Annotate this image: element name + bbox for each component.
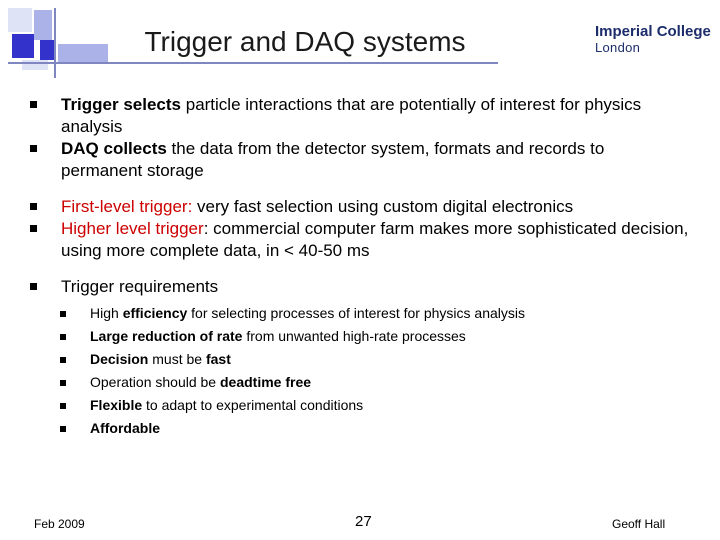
sub-bullet-marker xyxy=(60,334,66,340)
sub-bold: Decision xyxy=(90,351,149,367)
sub-bullet-rate-reduction xyxy=(60,325,690,348)
page-title: Trigger and DAQ systems xyxy=(144,26,466,57)
sub-bold: Affordable xyxy=(90,420,160,436)
bullet-text: very fast selection using custom digital electronics xyxy=(192,197,574,216)
deco-square xyxy=(12,34,34,58)
sub-text: to adapt to experimental conditions xyxy=(142,397,364,413)
sub-text: High xyxy=(90,305,123,321)
bullet-bold: Trigger selects xyxy=(61,95,182,114)
bullet-marker xyxy=(30,203,37,210)
bullet-first-level-trigger xyxy=(30,196,690,218)
deco-square xyxy=(40,40,54,60)
bullet-marker xyxy=(30,101,37,108)
sub-bullet-decision-fast xyxy=(60,348,690,371)
footer-date: Feb 2009 xyxy=(34,517,85,531)
sub-bullet-marker xyxy=(60,403,66,409)
sub-bullet-marker xyxy=(60,426,66,432)
sub-bold: fast xyxy=(205,351,231,367)
sub-bullet-deadtime-free xyxy=(60,371,690,394)
logo-line-2: London xyxy=(595,40,641,55)
sub-bullet-efficiency xyxy=(60,302,690,325)
sub-bullet-affordable xyxy=(60,417,690,440)
bullet-text: the data from the detector system, formats and records to permanent storage xyxy=(61,139,605,180)
bullet-marker xyxy=(30,145,37,152)
bullet-list xyxy=(30,94,690,440)
bullet-trigger-selects xyxy=(30,94,690,138)
title-vertical-rule xyxy=(54,8,56,78)
sub-bold: Flexible xyxy=(90,397,143,413)
bullet-bold: DAQ collects xyxy=(61,139,167,158)
bullet-marker xyxy=(30,283,37,290)
sub-text: Operation should be xyxy=(90,374,220,390)
footer-page-number: 27 xyxy=(355,513,372,530)
bullet-text: particle interactions that are potentially of interest for physics analysis xyxy=(61,95,642,136)
sub-bullet-marker xyxy=(60,380,66,386)
sub-bullet-flexible xyxy=(60,394,690,417)
bullet-text: : commercial computer farm makes more sophisticated decision, using more complete data, in < 40-50 ms xyxy=(61,219,689,260)
deco-square xyxy=(8,8,32,32)
sub-bullet-marker xyxy=(60,311,66,317)
footer-author: Geoff Hall xyxy=(612,517,666,531)
sub-bullet-list xyxy=(60,302,690,440)
bullet-higher-level-trigger xyxy=(30,218,690,262)
imperial-college-logo xyxy=(595,24,711,56)
sub-text: from unwanted high-rate processes xyxy=(242,328,466,344)
logo-line-1: Imperial College xyxy=(595,23,711,40)
sub-text: must be xyxy=(148,351,206,367)
deco-square xyxy=(34,10,52,40)
sub-bold: efficiency xyxy=(122,305,188,321)
bullet-marker xyxy=(30,225,37,232)
title-underline xyxy=(8,62,498,64)
sub-bullet-marker xyxy=(60,357,66,363)
bullet-text: Trigger requirements xyxy=(61,277,219,296)
bullet-red: First-level trigger: xyxy=(61,197,193,216)
bullet-trigger-requirements xyxy=(30,276,690,298)
bullet-red: Higher level trigger xyxy=(61,219,204,238)
sub-bold: Large reduction of rate xyxy=(90,328,243,344)
sub-bold: deadtime free xyxy=(219,374,312,390)
sub-text: for selecting processes of interest for physics analysis xyxy=(187,305,525,321)
bullet-daq-collects xyxy=(30,138,690,182)
